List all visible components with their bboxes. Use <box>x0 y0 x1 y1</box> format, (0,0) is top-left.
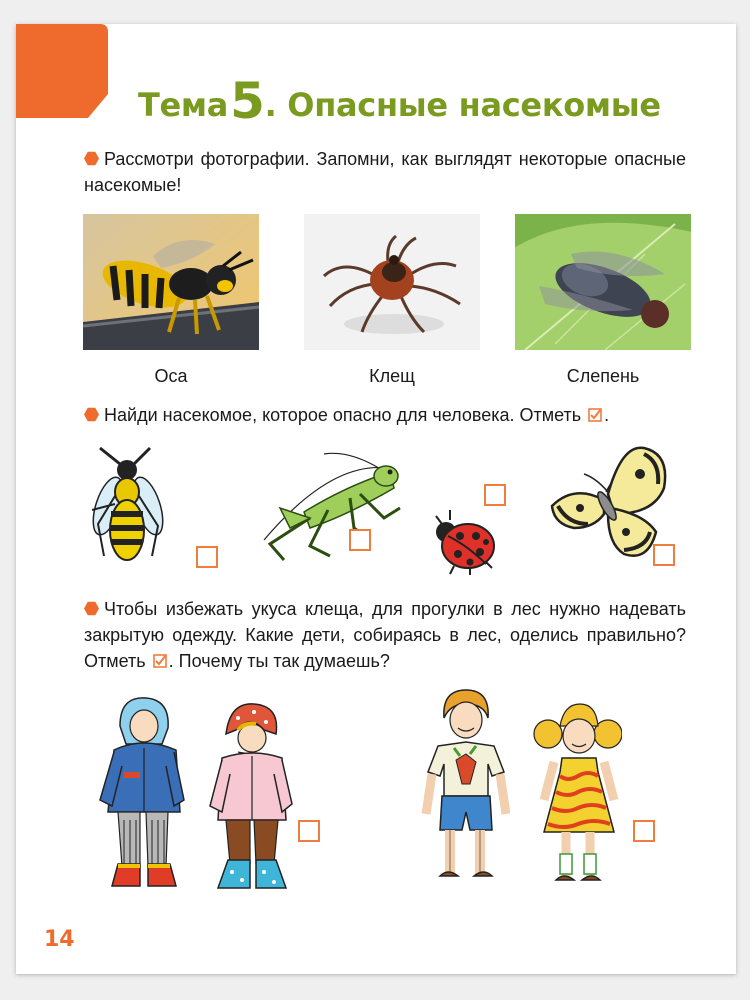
task-bullet-icon <box>84 601 99 616</box>
ladybug-drawing <box>428 506 500 576</box>
wasp-drawing <box>78 444 188 574</box>
page-title: Тема5. Опасные насекомые <box>138 72 661 130</box>
tick-photo <box>304 214 480 350</box>
task-3-instruction: Чтобы избежать укуса клеща, для прогулки в лес нужно надевать закрытую одежду. Какие дети, собираясь в лес, оделись правильно? Отметь . Почему ты так думаешь? <box>84 599 686 671</box>
checkbox-children-jackets[interactable] <box>298 820 320 842</box>
photo-caption-horsefly: Слепень <box>566 366 640 386</box>
task-2-instruction: Найди насекомое, которое опасно для человека. Отметь . <box>84 402 686 428</box>
task-1-instruction: Рассмотри фотографии. Запомни, как выглядят некоторые опасные насекомые! <box>84 149 686 195</box>
page-number: 14 <box>44 927 75 952</box>
checkbox-grasshopper[interactable] <box>349 529 371 551</box>
task-bullet-icon <box>84 151 99 166</box>
task-bullet-icon <box>84 407 99 422</box>
grasshopper-drawing <box>250 448 420 568</box>
check-mark-icon <box>588 408 602 422</box>
horsefly-photo <box>515 214 691 350</box>
checkbox-ladybug[interactable] <box>484 484 506 506</box>
photo-caption-wasp: Оса <box>154 366 188 386</box>
checkbox-butterfly[interactable] <box>653 544 675 566</box>
checkbox-children-summer[interactable] <box>633 820 655 842</box>
boy-in-jacket-drawing <box>96 696 186 892</box>
photo-caption-tick: Клещ <box>369 366 415 386</box>
corner-tab-decoration <box>16 24 112 119</box>
girl-in-jacket-drawing <box>204 700 294 892</box>
girl-in-sundress-drawing <box>532 700 622 896</box>
check-mark-icon <box>153 654 167 668</box>
boy-in-shorts-drawing <box>418 684 510 894</box>
workbook-page <box>16 24 736 974</box>
checkbox-wasp[interactable] <box>196 546 218 568</box>
wasp-photo <box>83 214 259 350</box>
